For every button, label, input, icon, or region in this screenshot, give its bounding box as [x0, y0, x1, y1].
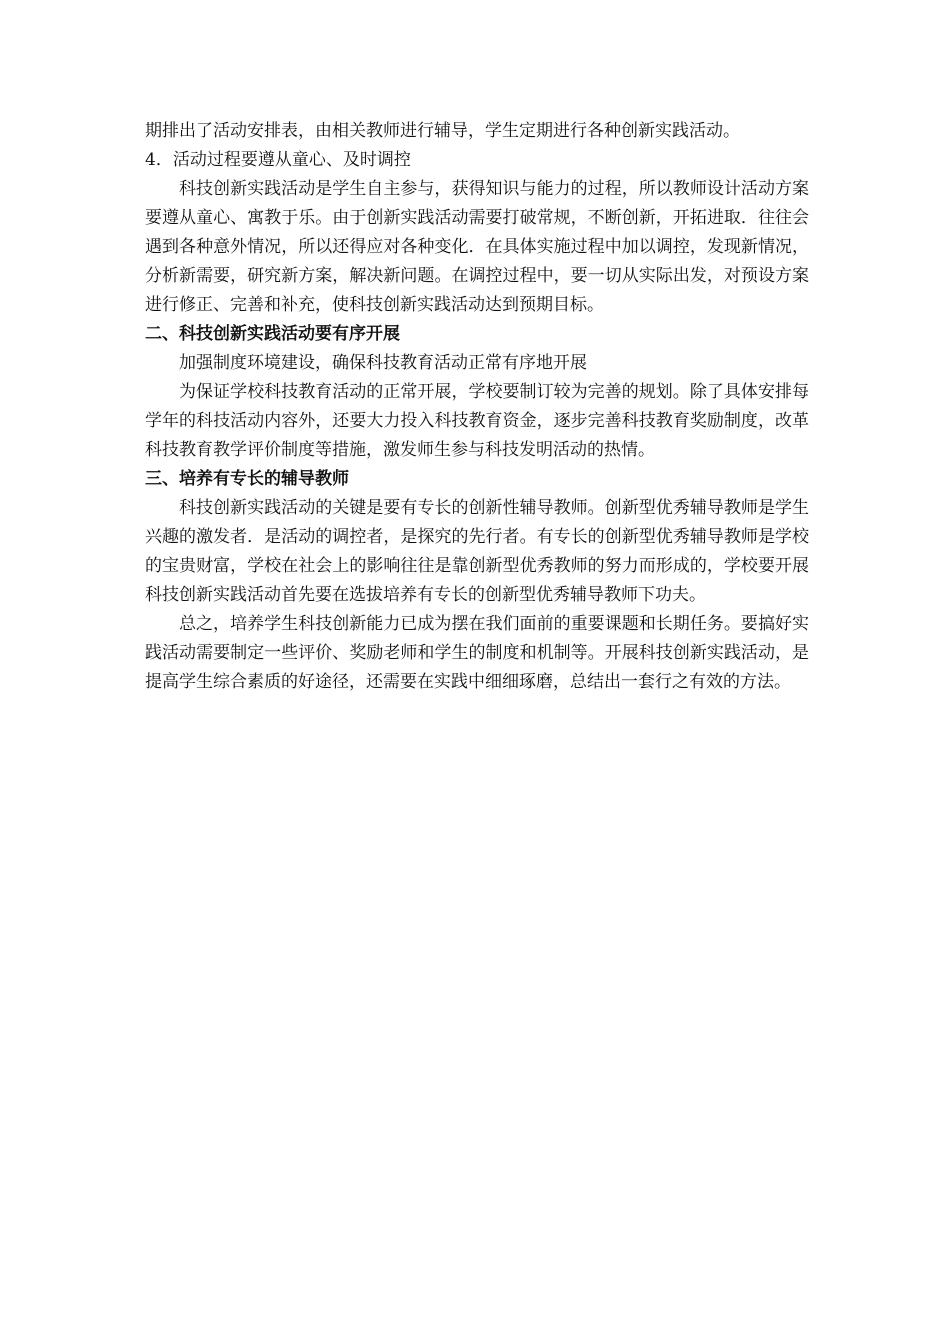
paragraph-conclusion: 总之，培养学生科技创新能力已成为摆在我们面前的重要课题和长期任务。要搞好实践活动需要制定一些评价、奖励老师和学生的制度和机制等。开展科技创新实践活动，是提高学生综合素质的好途径，还需要在实践中细细琢磨，总结出一套行之有效的方法。	[145, 614, 809, 692]
section-heading-2: 二、科技创新实践活动要有序开展	[145, 324, 400, 344]
document-page	[145, 117, 809, 697]
paragraph-activity-process: 科技创新实践活动是学生自主参与，获得知识与能力的过程，所以教师设计活动方案要遵从童心、寓教于乐。由于创新实践活动需要打破常规，不断创新，开拓进取．往往会遇到各种意外情况，所以还得应对各种变化．在具体实施过程中加以调控，发现新情况，分析新需要，研究新方案，解决新问题。在调控过程中，要一切从实际出发，对预设方案进行修正、完善和补充，使科技创新实践活动达到预期目标。	[145, 179, 809, 315]
paragraph-teachers: 科技创新实践活动的关键是要有专长的创新性辅导教师。创新型优秀辅导教师是学生兴趣的激发者．是活动的调控者，是探究的先行者。有专长的创新型优秀辅导教师是学校的宝贵财富，学校在社会上的影响往往是靠创新型优秀教师的努力而形成的，学校要开展科技创新实践活动首先要在选拔培养有专长的创新型优秀辅导教师下功夫。	[145, 498, 809, 605]
paragraph-system-building: 加强制度环境建设，确保科技教育活动正常有序地开展	[179, 353, 587, 373]
subheading-activity-process: 4．活动过程要遵从童心、及时调控	[145, 150, 411, 170]
section-heading-3: 三、培养有专长的辅导教师	[145, 469, 349, 489]
paragraph-planning: 为保证学校科技教育活动的正常开展，学校要制订较为完善的规划。除了具体安排每学年的科技活动内容外，还要大力投入科技教育资金，逐步完善科技教育奖励制度，改革科技教育教学评价制度等措施，激发师生参与科技发明活动的热情。	[145, 382, 809, 460]
paragraph-continuation: 期排出了活动安排表，由相关教师进行辅导，学生定期进行各种创新实践活动。	[145, 121, 740, 141]
